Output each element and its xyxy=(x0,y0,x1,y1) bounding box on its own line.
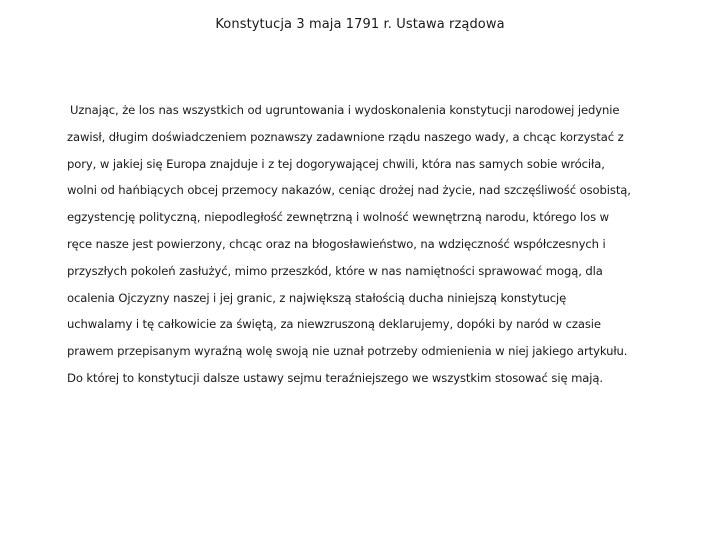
paragraph-line: Uznając, że los nas wszystkich od ugruntowania i wydoskonalenia konstytucji narodowej jedynie xyxy=(70,103,620,117)
paragraph-line: uchwalamy i tę całkowicie za świętą, za niewzruszoną deklarujemy, dopóki by naród w czasie xyxy=(67,317,601,332)
paragraph-line: prawem przepisanym wyraźną wolę swoją nie uznał potrzeby odmienienia w niej jakiego artykułu. xyxy=(67,344,628,359)
paragraph-line: ręce nasze jest powierzony, chcąc oraz na błogosławieństwo, na wdzięczność współczesnych i xyxy=(67,236,606,251)
page-title: Konstytucja 3 maja 1791 r. Ustawa rządowa xyxy=(215,17,505,32)
paragraph-line: wolni od hańbiących obcej przemocy nakazów, ceniąc drożej nad życie, nad szczęśliwość osobistą, xyxy=(67,183,631,198)
paragraph-line: ocalenia Ojczyzny naszej i jej granic, z największą stałością ducha niniejszą konstytucję xyxy=(67,290,567,305)
paragraph-line: egzystencję polityczną, niepodległość zewnętrzną i wolność wewnętrzną narodu, którego los w xyxy=(67,210,609,225)
paragraph-line: zawisł, długim doświadczeniem poznawszy zadawnione rządu naszego wady, a chcąc korzystać z xyxy=(67,129,624,144)
preamble-paragraph xyxy=(67,97,679,392)
paragraph-line: przyszłych pokoleń zasłużyć, mimo przeszkód, które w nas namiętności sprawować mogą, dla xyxy=(67,263,603,278)
paragraph-line: Do której to konstytucji dalsze ustawy sejmu teraźniejszego we wszystkim stosować się mają. xyxy=(67,370,604,385)
paragraph-line: pory, w jakiej się Europa znajduje i z tej dogorywającej chwili, która nas samych sobie wróciła, xyxy=(67,156,605,171)
